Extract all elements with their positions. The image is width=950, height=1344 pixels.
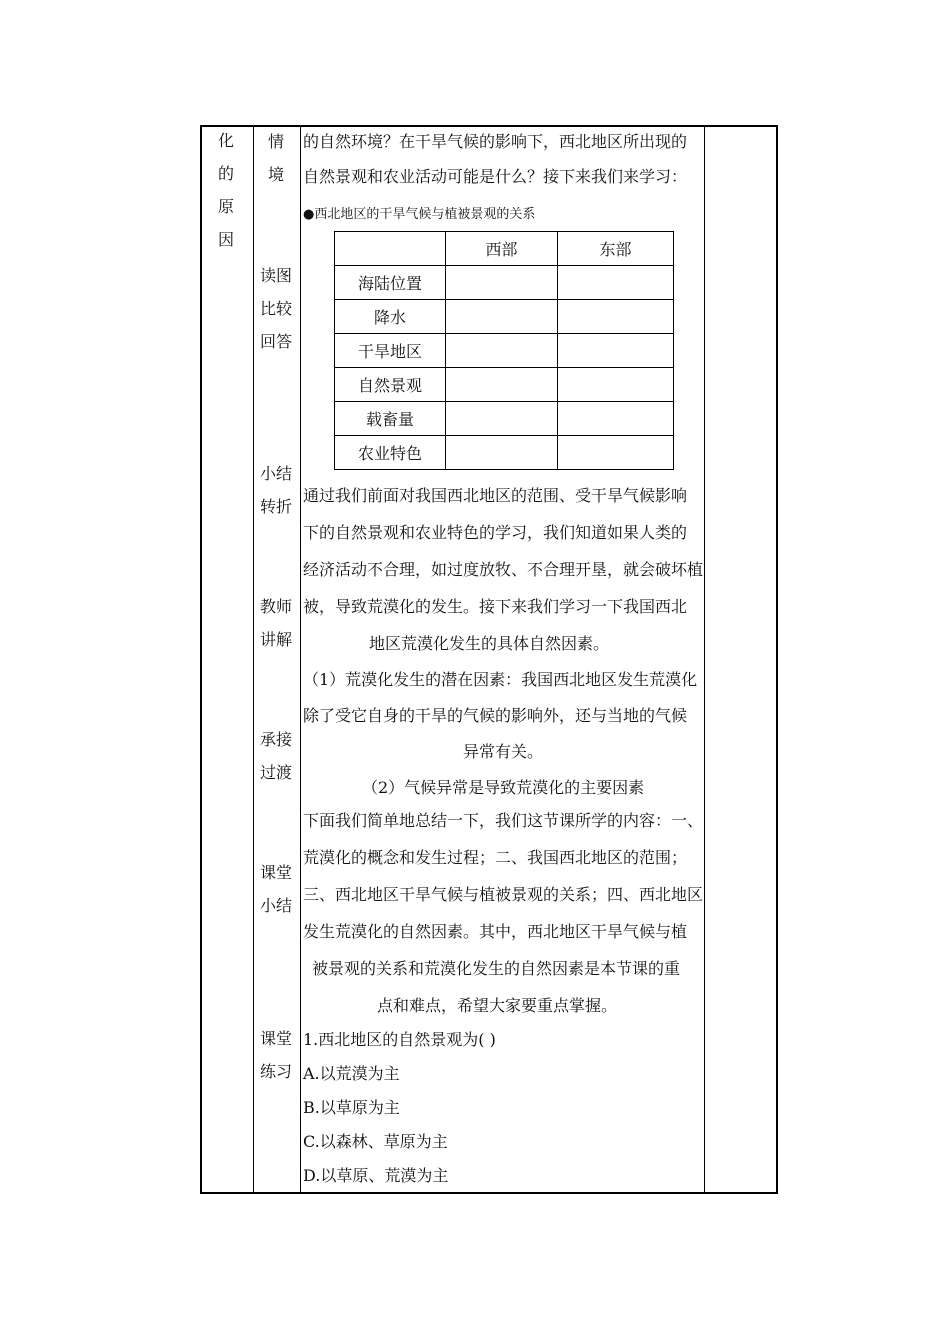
exercise-option[interactable]: A.以荒漠为主 — [303, 1064, 400, 1083]
landscape-table — [334, 231, 674, 470]
row-label: 降水 — [335, 300, 446, 334]
row-label: 海陆位置 — [335, 266, 446, 300]
row-label: 载畜量 — [335, 402, 446, 436]
content-line: 发生荒漠化的自然因素。其中，西北地区干旱气候与植 — [303, 922, 688, 941]
step-label: 境 — [268, 165, 285, 184]
content-line: 自然景观和农业活动可能是什么？接下来我们来学习： — [303, 167, 688, 186]
empty-cell[interactable] — [558, 266, 674, 300]
empty-cell[interactable] — [558, 334, 674, 368]
step-label: 回答 — [260, 332, 293, 351]
content-line: 三、西北地区干旱气候与植被景观的关系；四、西北地区 — [303, 885, 704, 904]
step-label: 过渡 — [260, 763, 293, 782]
table-title: ●西北地区的干旱气候与植被景观的关系 — [303, 207, 536, 222]
content-line: （2）气候异常是导致荒漠化的主要因素 — [362, 778, 645, 797]
step-label: 情 — [268, 132, 285, 151]
content-line: （1）荒漠化发生的潜在因素：我国西北地区发生荒漠化 — [303, 670, 698, 689]
column-divider — [253, 127, 254, 1192]
step-label: 练习 — [260, 1062, 293, 1081]
content-line: 除了受它自身的干旱的气候的影响外，还与当地的气候 — [303, 706, 688, 725]
table-header-cell: 东部 — [558, 232, 674, 266]
content-line: 异常有关。 — [463, 742, 544, 761]
exercise-question: 1.西北地区的自然景观为( ) — [303, 1030, 496, 1049]
content-line: 下的自然景观和农业特色的学习，我们知道如果人类的 — [303, 523, 688, 542]
step-label: 课堂 — [260, 863, 293, 882]
step-label: 教师 — [260, 597, 293, 616]
exercise-option[interactable]: D.以草原、荒漠为主 — [303, 1166, 449, 1185]
exercise-option[interactable]: C.以森林、草原为主 — [303, 1132, 448, 1151]
step-label: 小结 — [260, 464, 293, 483]
table-row — [335, 300, 674, 334]
row-label: 农业特色 — [335, 436, 446, 470]
empty-cell[interactable] — [446, 436, 558, 470]
step-label: 课堂 — [260, 1029, 293, 1048]
content-line: 的自然环境？在干旱气候的影响下，西北地区所出现的 — [303, 132, 688, 151]
table-row — [335, 368, 674, 402]
step-label: 比较 — [260, 299, 293, 318]
row-label: 自然景观 — [335, 368, 446, 402]
topic-char: 的 — [218, 164, 235, 183]
row-label: 干旱地区 — [335, 334, 446, 368]
step-label: 读图 — [260, 266, 293, 285]
lesson-table — [200, 125, 778, 1194]
empty-cell[interactable] — [558, 436, 674, 470]
empty-cell[interactable] — [446, 266, 558, 300]
content-line: 荒漠化的概念和发生过程；二、我国西北地区的范围； — [303, 848, 688, 867]
content-line: 被景观的关系和荒漠化发生的自然因素是本节课的重 — [312, 959, 681, 978]
content-line: 被，导致荒漠化的发生。接下来我们学习一下我国西北 — [303, 597, 688, 616]
empty-cell[interactable] — [558, 402, 674, 436]
table-header-cell — [335, 232, 446, 266]
content-line: 地区荒漠化发生的具体自然因素。 — [369, 634, 610, 653]
topic-char: 原 — [218, 197, 235, 216]
empty-cell[interactable] — [558, 368, 674, 402]
table-header-row — [335, 232, 674, 266]
step-label: 承接 — [260, 730, 293, 749]
empty-cell[interactable] — [446, 334, 558, 368]
step-label: 小结 — [260, 896, 293, 915]
step-label: 讲解 — [260, 630, 293, 649]
content-line: 下面我们简单地总结一下，我们这节课所学的内容：一、 — [303, 811, 704, 830]
table-row — [335, 334, 674, 368]
empty-cell[interactable] — [446, 300, 558, 334]
column-divider — [704, 127, 705, 1192]
content-line: 经济活动不合理，如过度放牧、不合理开垦，就会破坏植 — [303, 560, 704, 579]
empty-cell[interactable] — [446, 402, 558, 436]
table-row — [335, 436, 674, 470]
content-line: 点和难点，希望大家要重点掌握。 — [377, 996, 618, 1015]
table-row — [335, 266, 674, 300]
topic-char: 因 — [218, 230, 235, 249]
empty-cell[interactable] — [558, 300, 674, 334]
step-label: 转折 — [260, 497, 293, 516]
column-divider — [300, 127, 301, 1192]
table-header-cell: 西部 — [446, 232, 558, 266]
table-row — [335, 402, 674, 436]
topic-char: 化 — [218, 131, 235, 150]
exercise-option[interactable]: B.以草原为主 — [303, 1098, 400, 1117]
empty-cell[interactable] — [446, 368, 558, 402]
content-line: 通过我们前面对我国西北地区的范围、受干旱气候影响 — [303, 486, 688, 505]
